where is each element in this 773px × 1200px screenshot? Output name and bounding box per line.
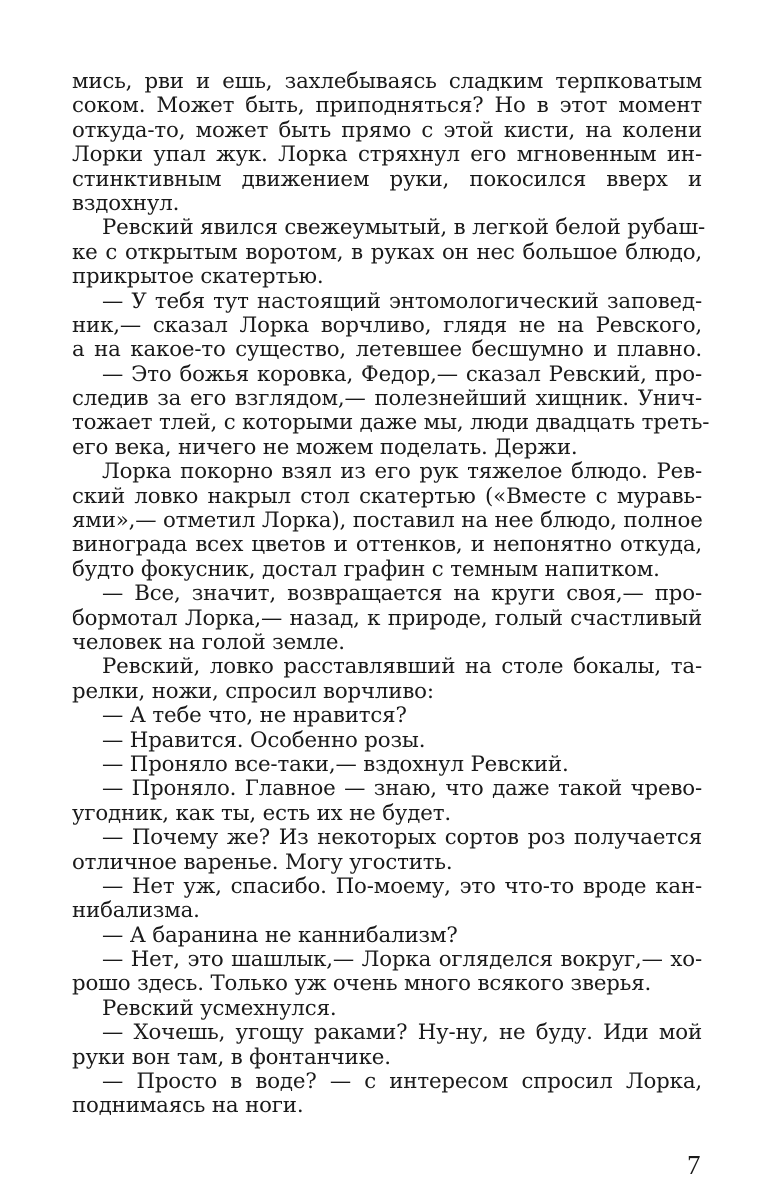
text-line: релки, ножи, спросил ворчливо:: [72, 678, 434, 704]
text-line: винограда всех цветов и оттенков, и непонятно откуда,: [72, 532, 702, 558]
text-line: Ревский, ловко расставлявший на столе бокалы, та-: [102, 654, 702, 680]
text-line: ский ловко накрыл стол скатертью («Вместе с муравь-: [72, 483, 702, 509]
text-line: человек на голой земле.: [72, 629, 345, 655]
page-number: 7: [687, 1150, 701, 1180]
text-line: следив за его взглядом,— полезнейший хищник. Унич-: [72, 386, 702, 412]
text-line: прикрытое скатертью.: [72, 264, 324, 290]
text-line: откуда-то, может быть прямо с этой кисти, на колени: [72, 117, 702, 143]
text-line: вздохнул.: [72, 190, 180, 216]
text-line: ями»,— отметил Лорка), поставил на нее блюдо, полное: [72, 508, 703, 534]
text-line: — А баранина не каннибализм?: [102, 922, 458, 948]
text-line: поднимаясь на ноги.: [72, 1093, 304, 1119]
text-line: — Проняло все-таки,— вздохнул Ревский.: [102, 751, 569, 777]
text-line: — Хочешь, угощу раками? Ну-ну, не буду. Иди мой: [102, 1020, 702, 1046]
text-line: мись, рви и ешь, захлебываясь сладким терпковатым: [72, 69, 702, 94]
text-line: бормотал Лорка,— назад, к природе, голый счастливый: [72, 605, 702, 631]
text-line: Лорка покорно взял из его рук тяжелое блюдо. Рев-: [102, 459, 702, 485]
text-line: — Это божья коровка, Федор,— сказал Ревский, про-: [102, 361, 702, 387]
text-line: соком. Может быть, приподняться? Но в этот момент: [72, 93, 702, 119]
text-line: а на какое-то существо, летевшее бесшумно и плавно.: [72, 337, 702, 363]
text-line: — Нет, это шашлык,— Лорка огляделся вокруг,— хо-: [102, 947, 702, 973]
text-line: ке с открытым воротом, в руках он нес большое блюдо,: [72, 239, 702, 265]
text-line: рошо здесь. Только уж очень много всякого зверья.: [72, 971, 652, 997]
text-line: отличное варенье. Могу угостить.: [72, 849, 453, 875]
text-line: — Просто в воде? — с интересом спросил Лорка,: [102, 1069, 702, 1095]
text-line: — А тебе что, не нравится?: [102, 703, 407, 729]
text-line: угодник, как ты, есть их не будет.: [72, 800, 451, 826]
text-line: ник,— сказал Лорка ворчливо, глядя не на Ревского,: [72, 312, 702, 338]
text-line: Ревский явился свежеумытый, в легкой белой рубаш-: [102, 215, 706, 241]
text-line: тожает тлей, с которыми даже мы, люди двадцать треть-: [72, 410, 710, 436]
text-line: Лорки упал жук. Лорка стряхнул его мгновенным ин-: [72, 142, 702, 168]
text-line: — Нравится. Особенно розы.: [102, 727, 426, 753]
text-line: — Почему же? Из некоторых сортов роз получается: [102, 825, 702, 851]
text-line: — Нет уж, спасибо. По-моему, это что-то вроде кан-: [102, 873, 702, 899]
text-line: — Проняло. Главное — знаю, что даже такой чрево-: [102, 776, 702, 802]
page-text-body: [72, 69, 710, 1119]
text-line: стинктивным движением руки, покосился вверх и: [72, 166, 702, 192]
text-line: — Все, значит, возвращается на круги своя,— про-: [102, 581, 702, 607]
text-line: будто фокусник, достал графин с темным напитком.: [72, 556, 660, 582]
text-line: Ревский усмехнулся.: [102, 995, 337, 1021]
text-line: руки вон там, в фонтанчике.: [72, 1044, 391, 1070]
text-line: его века, ничего не можем поделать. Держи.: [72, 434, 578, 460]
text-line: нибализма.: [72, 898, 200, 924]
text-line: — У тебя тут настоящий энтомологический заповед-: [102, 288, 702, 314]
